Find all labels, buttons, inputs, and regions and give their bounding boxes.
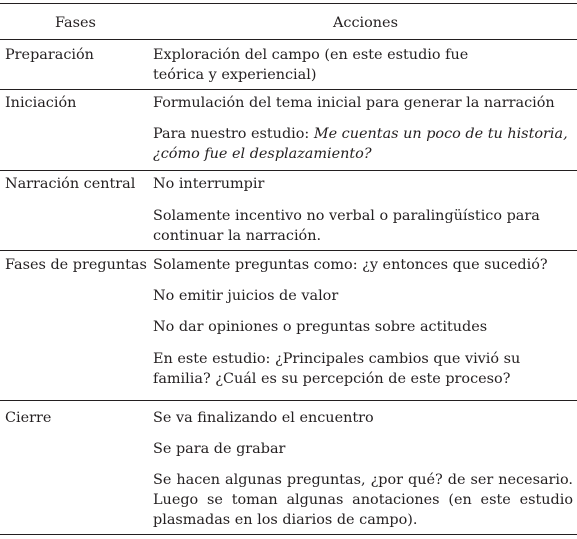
- action-iniciacion-2: [153, 124, 573, 164]
- table-top-rule: [0, 3, 577, 4]
- action-preguntas-4: En este estudio: ¿Principales cambios que vivió su familia? ¿Cuál es su percepción de este proceso?: [153, 351, 521, 387]
- action-preguntas-1: Solamente preguntas como: ¿y entonces que sucedió?: [153, 257, 548, 273]
- row-rule-3: [0, 250, 577, 251]
- action-iniciacion-2-prefix: Para nuestro estudio:: [153, 126, 314, 142]
- row-rule-1: [0, 89, 577, 90]
- action-cierre-2: Se para de grabar: [153, 441, 286, 457]
- header-rule: [0, 39, 577, 40]
- action-narracion-1: No interrumpir: [153, 176, 265, 192]
- header-actions: Acciones: [333, 15, 398, 31]
- phase-narracion-central: Narración central: [5, 176, 136, 192]
- action-cierre-1: Se va finalizando el encuentro: [153, 410, 374, 426]
- phase-iniciacion: Iniciación: [5, 95, 77, 111]
- phase-fases-de-preguntas: Fases de preguntas: [5, 257, 147, 273]
- header-phases: Fases: [55, 15, 96, 31]
- phase-preparacion: Preparación: [5, 47, 94, 63]
- table-bottom-rule: [0, 534, 577, 535]
- action-iniciacion-1: Formulación del tema inicial para generar la narración: [153, 95, 555, 111]
- action-preparacion-1: Exploración del campo (en este estudio fue teórica y experiencial): [153, 47, 469, 83]
- row-rule-4: [0, 400, 577, 401]
- action-narracion-2: Solamente incentivo no verbal o paralingüístico para continuar la narración.: [153, 208, 540, 244]
- action-iniciacion-2-question: Me cuentas un poco de tu historia, ¿cómo fue el desplazamiento?: [153, 126, 568, 162]
- phase-cierre: Cierre: [5, 410, 52, 426]
- action-preguntas-2: No emitir juicios de valor: [153, 288, 339, 304]
- row-rule-2: [0, 170, 577, 171]
- action-cierre-3: Se hacen algunas preguntas, ¿por qué? de ser necesario. Luego se toman algunas anotaciones (en este estudio plasmadas en los diarios de campo).: [153, 472, 573, 528]
- action-preguntas-3: No dar opiniones o preguntas sobre actitudes: [153, 319, 488, 335]
